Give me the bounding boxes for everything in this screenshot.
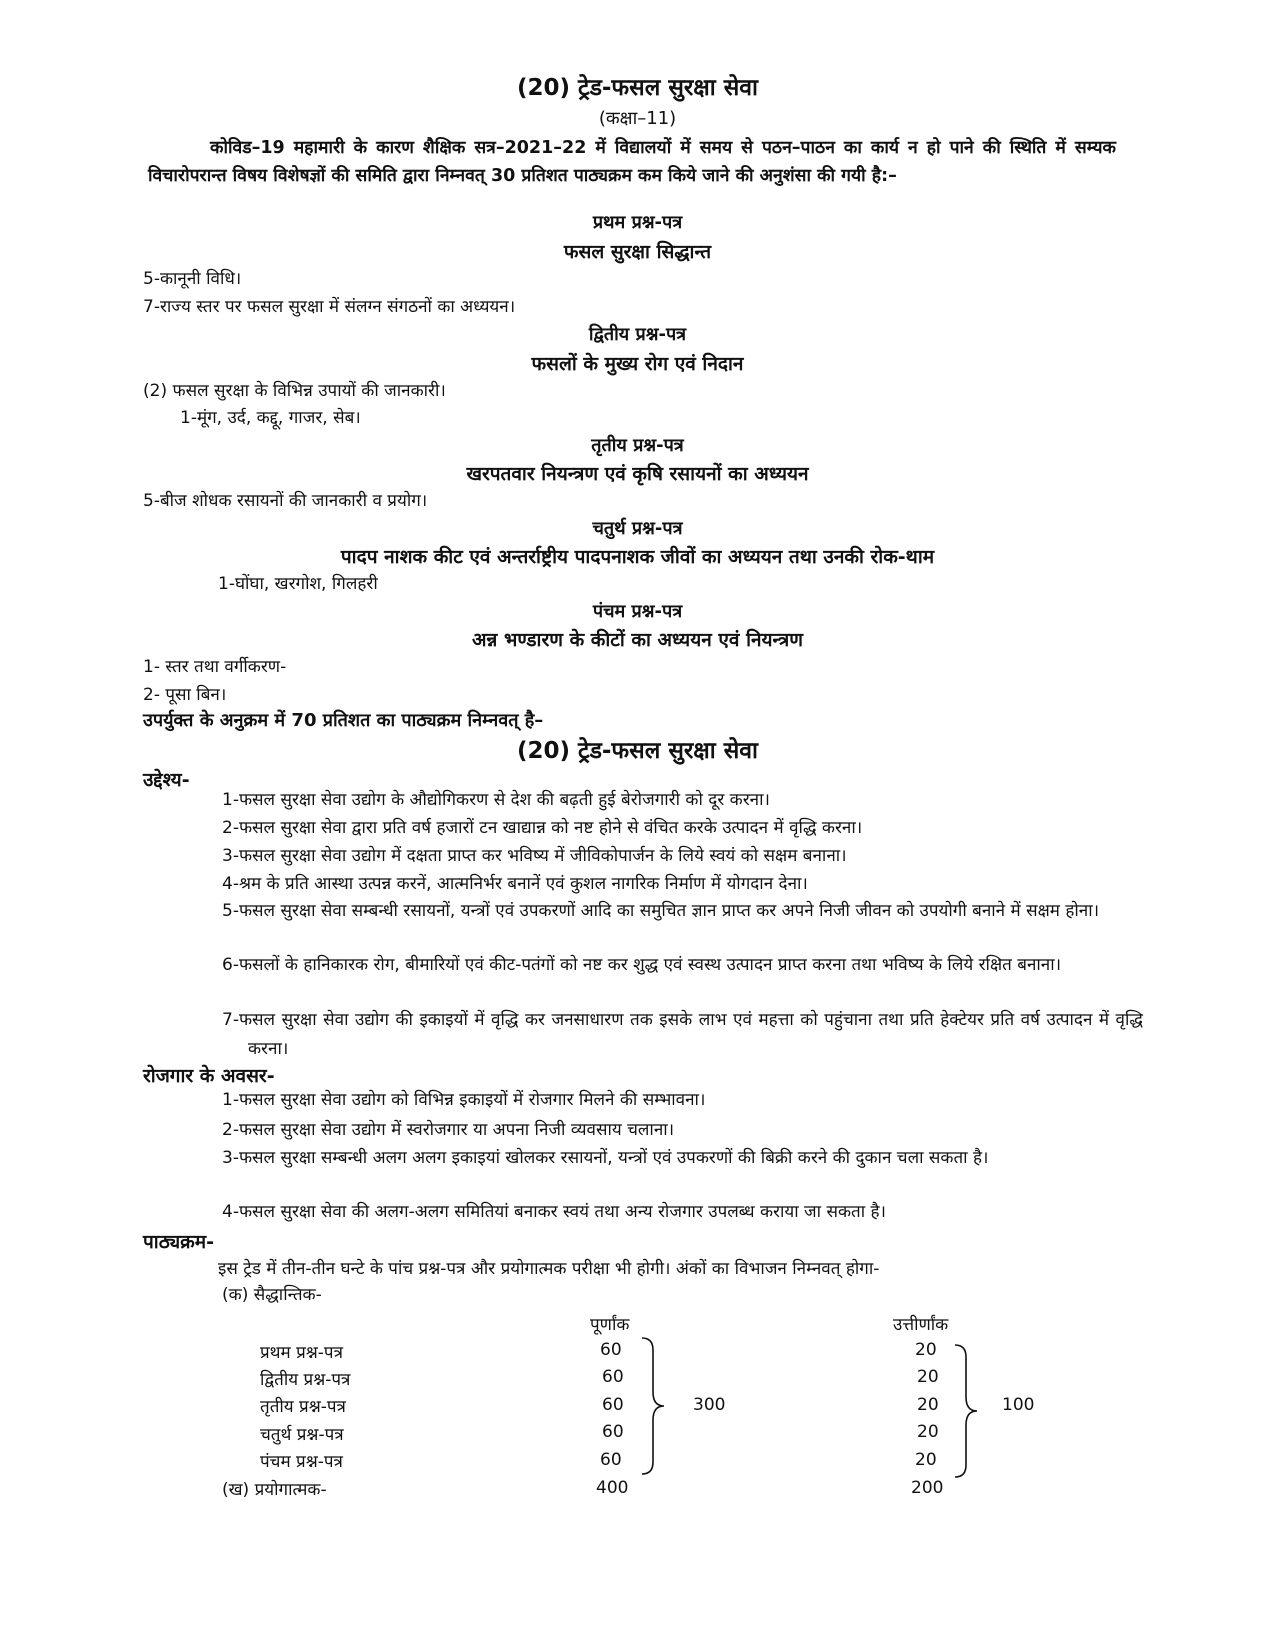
paper-3-subject: खरपतवार नियन्त्रण एवं कृषि रसायनों का अध्ययन: [466, 463, 809, 485]
marks-row-full: 60: [600, 1340, 622, 1360]
paper-5-heading: पंचम प्रश्न-पत्र: [592, 601, 683, 622]
marks-row-full: 60: [602, 1367, 624, 1387]
marks-row-paper: चतुर्थ प्रश्न-पत्र: [260, 1425, 344, 1445]
marks-row-paper: पंचम प्रश्न-पत्र: [260, 1452, 343, 1472]
paper-2-heading: द्वितीय प्रश्न-पत्र: [588, 324, 687, 345]
marks-row-paper: तृतीय प्रश्न-पत्र: [260, 1397, 346, 1417]
marks-row-full: 60: [600, 1450, 622, 1470]
employment-heading: रोजगार के अवसर-: [143, 1065, 275, 1087]
practical-label: (ख) प्रयोगात्मक-: [222, 1480, 327, 1500]
employment-item: 2-फसल सुरक्षा सेवा उद्योग में स्वरोजगार या अपना निजी व्यवसाय चलाना।: [222, 1120, 675, 1140]
page-title: (20) ट्रेड-फसल सुरक्षा सेवा: [516, 75, 759, 101]
marks-row-pass: 20: [917, 1367, 939, 1387]
paper-1-subject: फसल सुरक्षा सिद्धान्त: [563, 241, 712, 263]
class-label: (कक्षा–11): [598, 108, 677, 129]
syllabus-heading: पाठ्यक्रम-: [143, 1231, 215, 1253]
paper-5-item: 1- स्तर तथा वर्गीकरण-: [143, 657, 287, 677]
paper-3-heading: तृतीय प्रश्न-पत्र: [591, 435, 684, 456]
employment-item: 4-फसल सुरक्षा सेवा की अलग-अलग समितियां बनाकर स्वयं तथा अन्य रोजगार उपलब्ध कराया जा सकता है।: [222, 1202, 886, 1222]
paper-1-item: 7-राज्य स्तर पर फसल सुरक्षा में संलग्न संगठनों का अध्ययन।: [143, 297, 516, 317]
section-title: (20) ट्रेड-फसल सुरक्षा सेवा: [516, 738, 759, 764]
practical-pass-marks: 200: [911, 1478, 944, 1498]
paper-2-item: (2) फसल सुरक्षा के विभिन्न उपायों की जानकारी।: [143, 381, 446, 401]
objective-item: 6-फसलों के हानिकारक रोग, बीमारियों एवं कीट-पतंगों को नष्ट कर शुद्ध एवं स्वस्थ उत्पादन प्राप्त करना तथा भविष्य के लिये रक्षित बनाना।: [222, 955, 1062, 975]
paper-4-subject: पादप नाशक कीट एवं अन्तर्राष्ट्रीय पादपनाशक जीवों का अध्ययन तथा उनकी रोक-थाम: [340, 546, 935, 568]
paper-1-item: 5-कानूनी विधि।: [143, 269, 242, 289]
marks-row-full: 60: [602, 1422, 624, 1442]
marks-row-paper: प्रथम प्रश्न-पत्र: [260, 1343, 343, 1363]
marks-row-pass: 20: [915, 1450, 937, 1470]
remaining-note: उपर्युक्त के अनुक्रम में 70 प्रतिशत का पाठ्यक्रम निम्नवत् है–: [143, 710, 544, 731]
paper-2-subject: फसलों के मुख्य रोग एवं निदान: [531, 353, 744, 375]
paper-3-item: 5-बीज शोधक रसायनों की जानकारी व प्रयोग।: [143, 491, 428, 511]
objective-item: 5-फसल सुरक्षा सेवा सम्बन्धी रसायनों, यन्त्रों एवं उपकरणों आदि का समुचित ज्ञान प्राप्त कर अपने निजी जीवन को उपयोगी बनाने में सक्षम होना।: [222, 901, 1100, 921]
paper-5-subject: अन्न भण्डारण के कीटों का अध्ययन एवं नियन्त्रण: [472, 629, 803, 651]
intro-paragraph: कोविड–19 महामारी के कारण शैक्षिक सत्र–2021–22 में विद्यालयों में समय से पठन–पाठन का कार्य न हो पाने की स्थिति में सम्यक विचारोपरान्त विषय विशेषज्ञों की समिति द्वारा निम्नवत् 30 प्रतिशत पाठ्यक्रम कम किये जाने की अनुशंसा की गयी है:–: [148, 138, 1116, 186]
pass-marks-total: 100: [1002, 1395, 1035, 1415]
theory-label: (क) सैद्धान्तिक-: [222, 1285, 322, 1305]
paper-2-item: 1-मूंग, उर्द, कद्दू, गाजर, सेब।: [180, 408, 361, 428]
full-marks-brace: [640, 1336, 666, 1476]
syllabus-text: इस ट्रेड में तीन-तीन घन्टे के पांच प्रश्न-पत्र और प्रयोगात्मक परीक्षा भी होगी। अंकों का विभाजन निम्नवत् होगा-: [218, 1259, 880, 1279]
marks-row-pass: 20: [917, 1395, 939, 1415]
col-full-marks: पूर्णांक: [590, 1315, 630, 1335]
paper-1-heading: प्रथम प्रश्न-पत्र: [592, 212, 683, 233]
paper-5-item: 2- पूसा बिन।: [143, 685, 227, 705]
paper-4-heading: चतुर्थ प्रश्न-पत्र: [592, 518, 683, 539]
objective-item: 3-फसल सुरक्षा सेवा उद्योग में दक्षता प्राप्त कर भविष्य में जीविकोपार्जन के लिये स्वयं को सक्षम बनाना।: [222, 846, 847, 866]
col-pass-marks: उत्तीर्णांक: [893, 1315, 949, 1335]
objective-item: 1-फसल सुरक्षा सेवा उद्योग के औद्योगिकरण से देश की बढ़ती हुई बेरोजगारी को दूर करना।: [222, 790, 770, 810]
marks-row-pass: 20: [915, 1340, 937, 1360]
marks-row-full: 60: [602, 1395, 624, 1415]
marks-row-paper: द्वितीय प्रश्न-पत्र: [260, 1370, 351, 1390]
employment-item: 1-फसल सुरक्षा सेवा उद्योग को विभिन्न इकाइयों में रोजगार मिलने की सम्भावना।: [222, 1090, 706, 1110]
employment-item: 3-फसल सुरक्षा सम्बन्धी अलग अलग इकाइयां खोलकर रसायनों, यन्त्रों एवं उपकरणों की बिक्री करने की दुकान चला सकता है।: [222, 1148, 989, 1168]
pass-marks-brace: [953, 1343, 979, 1479]
marks-row-pass: 20: [917, 1422, 939, 1442]
objective-item: 4-श्रम के प्रति आस्था उत्पन्न करनें, आत्मनिर्भर बनानें एवं कुशल नागरिक निर्माण में योगदान देना।: [222, 874, 808, 894]
full-marks-total: 300: [693, 1395, 726, 1415]
objective-item: 7-फसल सुरक्षा सेवा उद्योग की इकाइयों में वृद्धि कर जनसाधारण तक इसके लाभ एवं महत्ता को पहुंचाना तथा प्रति हेक्टेयर प्रति वर्ष उत्पादन में वृद्धि करना।: [222, 1010, 1143, 1059]
paper-4-item: 1-घोंघा, खरगोश, गिलहरी: [218, 574, 378, 594]
objective-item: 2-फसल सुरक्षा सेवा द्वारा प्रति वर्ष हजारों टन खाद्यान्न को नष्ट होने से वंचित करके उत्पादन में वृद्धि करना।: [222, 818, 863, 838]
practical-full-marks: 400: [596, 1478, 629, 1498]
objectives-heading: उद्देश्य-: [143, 769, 190, 791]
